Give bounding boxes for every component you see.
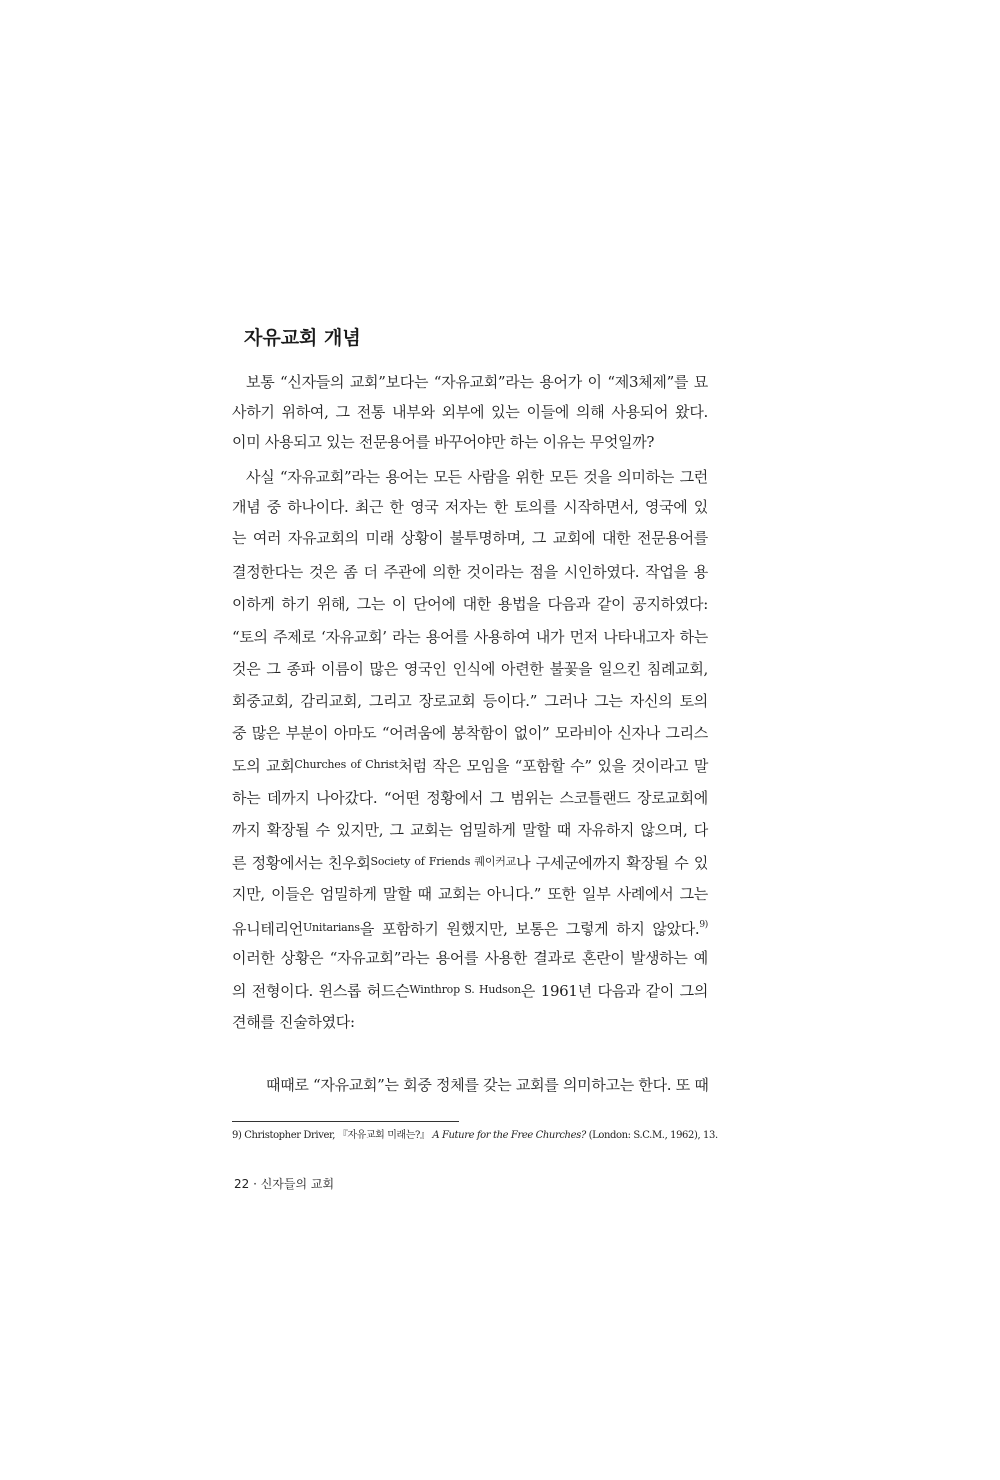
text-run: 의 전형이다. 윈스롭 허드슨 <box>232 982 410 1000</box>
text-line: 까지 확장될 수 있지만, 그 교회는 엄밀하게 말할 때 자유하지 않으며, 다 <box>232 821 708 839</box>
text-line: 는 여러 자유교회의 미래 상황이 불투명하며, 그 교회에 대한 전문용어를 <box>232 529 708 547</box>
text-line: 중 많은 부분이 아마도 “어려움에 봉착함이 없이” 모라비아 신자나 그리스 <box>232 724 708 742</box>
text-line: 이러한 상황은 “자유교회”라는 용어를 사용한 결과로 혼란이 발생하는 예 <box>232 949 708 967</box>
english-gloss: Churches of Christ <box>294 758 399 771</box>
text-line: 보통 “신자들의 교회”보다는 “자유교회”라는 용어가 이 “제3체제”를 묘 <box>246 373 708 391</box>
text-line: 이미 사용되고 있는 전문용어를 바꾸어야만 하는 이유는 무엇일까? <box>232 433 655 451</box>
footnote-rule <box>232 1121 459 1122</box>
text-line: 견해를 진술하였다: <box>232 1013 355 1031</box>
text-run: 도의 교회 <box>232 757 295 775</box>
text-line: 지만, 이들은 엄밀하게 말할 때 교회는 아니다.” 또한 일부 사례에서 그는 <box>232 885 708 903</box>
text-line: 개념 중 하나이다. 최근 한 영국 저자는 한 토의를 시작하면서, 영국에 있 <box>232 498 708 516</box>
text-line: 사하기 위하여, 그 전통 내부와 외부에 있는 이들에 의해 사용되어 왔다. <box>232 403 708 421</box>
footnote-marker: 9) <box>699 920 708 930</box>
text-line: 회중교회, 감리교회, 그리고 장로교회 등이다.” 그러나 그는 자신의 토의 <box>232 692 708 710</box>
text-line: “토의 주제로 ‘자유교회’ 라는 용어를 사용하여 내가 먼저 나타내고자 하는 <box>232 628 708 646</box>
text-line: 것은 그 종파 이름이 많은 영국인 인식에 아련한 불꽃을 일으킨 침례교회, <box>232 660 708 678</box>
footnote <box>232 1129 718 1143</box>
footnote-title: A Future for the Free Churches? <box>432 1130 586 1141</box>
page-footer: 22 · 신자들의 교회 <box>234 1177 335 1191</box>
english-gloss: Unitarians <box>302 921 360 934</box>
text-line <box>232 750 708 780</box>
text-line <box>232 847 708 877</box>
english-gloss: Society of Friends 퀘이커교 <box>370 855 517 868</box>
footnote-text: (London: S.C.M., 1962), 13. <box>585 1130 718 1141</box>
text-line <box>232 910 708 940</box>
text-line: 이하게 하기 위해, 그는 이 단어에 대한 용법을 다음과 같이 공지하였다: <box>232 595 708 613</box>
block-quote-line: 때때로 “자유교회”는 회중 정체를 갖는 교회를 의미하고는 한다. 또 때 <box>266 1076 709 1094</box>
text-run: 나 구세군에까지 확장될 수 있 <box>516 854 709 872</box>
section-heading: 자유교회 개념 <box>244 327 361 349</box>
text-run: 은 1961년 다음과 같이 그의 <box>520 982 709 1000</box>
text-line: 하는 데까지 나아갔다. “어떤 정황에서 그 범위는 스코틀랜드 장로교회에 <box>232 789 708 807</box>
text-run: 을 포함하기 원했지만, 보통은 그렇게 하지 않았다. <box>359 920 700 938</box>
footnote-text: 9) Christopher Driver, 『자유교회 미래는?』 <box>232 1130 430 1141</box>
english-gloss: Winthrop S. Hudson <box>409 983 521 996</box>
text-run: 유니테리언 <box>232 920 303 938</box>
text-line: 사실 “자유교회”라는 용어는 모든 사람을 위한 모든 것을 의미하는 그런 <box>246 468 708 486</box>
text-line <box>232 975 708 1005</box>
text-run: 처럼 작은 모임을 “포함할 수” 있을 것이라고 말 <box>398 757 709 775</box>
text-line: 결정한다는 것은 좀 더 주관에 의한 것이라는 점을 시인하였다. 작업을 용 <box>232 563 708 581</box>
text-run: 른 정황에서는 친우회 <box>232 854 371 872</box>
